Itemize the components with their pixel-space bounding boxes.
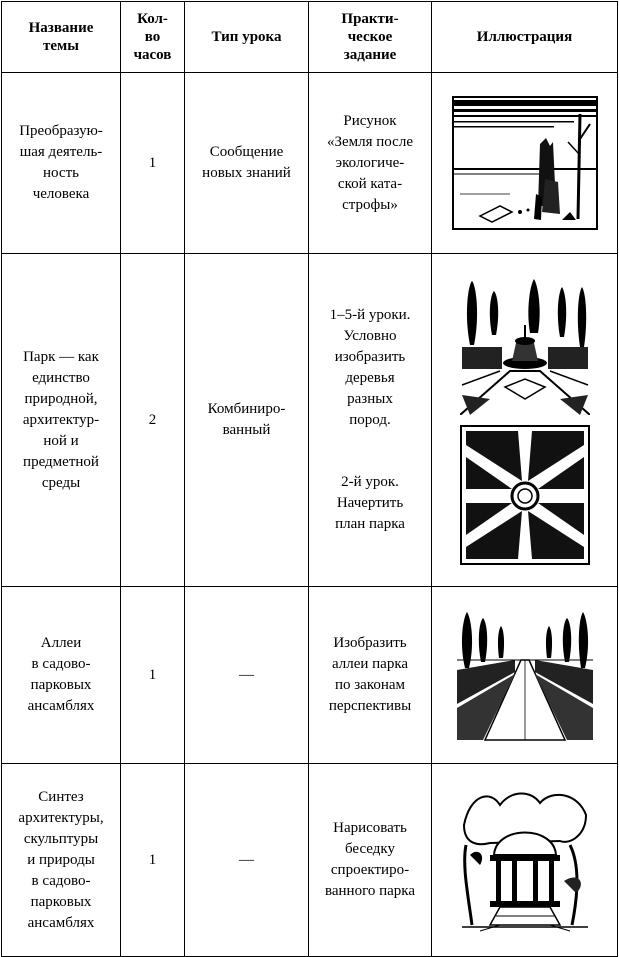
park-perspective-and-plan-drawings	[435, 275, 614, 565]
header-topic: Название темы	[2, 2, 121, 73]
table-row	[2, 587, 618, 764]
task-stack	[312, 305, 428, 535]
cell-task	[309, 254, 432, 587]
park-plan-drawing	[460, 425, 590, 565]
table-row	[2, 73, 618, 254]
cell-topic: Парк — как единство природной, архитектур- ной и предметной среды	[2, 254, 121, 587]
lesson-plan-table	[1, 1, 618, 957]
header-hours: Кол- во часов	[121, 2, 185, 73]
park-perspective-drawing	[460, 275, 590, 415]
task-part-b: 2-й урок. Начертить план парка	[335, 474, 405, 532]
table-header-row	[2, 2, 618, 73]
cell-task: Нарисовать беседку спроектиро- ванного парка	[309, 764, 432, 957]
cell-hours: 1	[121, 587, 185, 764]
cell-lesson-type: —	[185, 587, 309, 764]
cell-hours: 1	[121, 764, 185, 957]
header-lesson-type: Тип урока	[185, 2, 309, 73]
task-part-a: 1–5-й уроки. Условно изобразить деревья разных пород.	[329, 307, 411, 428]
cell-topic: Аллеи в садово- парковых ансамблях	[2, 587, 121, 764]
cell-lesson-type: Сообщение новых знаний	[185, 73, 309, 254]
cell-task: Изобразить аллеи парка по законам перспективы	[309, 587, 432, 764]
header-illustration: Иллюстрация	[432, 2, 618, 73]
cell-illustration	[432, 764, 618, 957]
cell-topic: Преобразую- шая деятель- ность человека	[2, 73, 121, 254]
cell-illustration	[432, 587, 618, 764]
cell-illustration	[432, 254, 618, 587]
header-task: Практи- ческое задание	[309, 2, 432, 73]
cell-lesson-type: Комбиниро- ванный	[185, 254, 309, 587]
post-catastrophe-landscape-drawing	[450, 94, 600, 232]
cell-hours: 1	[121, 73, 185, 254]
cell-task: Рисунок «Земля после экологиче- ской ката- строфы»	[309, 73, 432, 254]
cell-topic: Синтез архитектуры, скульптуры и природы в садово- парковых ансамблях	[2, 764, 121, 957]
park-alley-perspective-drawing	[455, 608, 595, 742]
garden-gazebo-drawing	[460, 785, 590, 935]
cell-lesson-type: —	[185, 764, 309, 957]
table-row	[2, 764, 618, 957]
table-row	[2, 254, 618, 587]
cell-illustration	[432, 73, 618, 254]
cell-hours: 2	[121, 254, 185, 587]
